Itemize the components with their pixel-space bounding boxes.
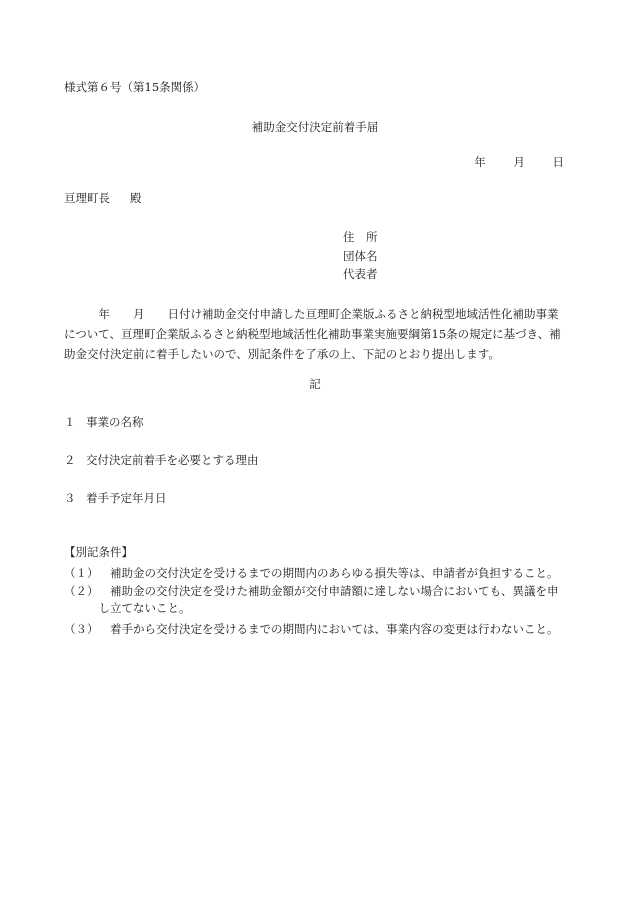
- condition-text: 補助金の交付決定を受けるまでの期間内のあらゆる損失等は、申請者が負担すること。: [98, 566, 559, 580]
- condition-item: [64, 583, 569, 617]
- date-line: [450, 157, 564, 169]
- applicant-group-label: 団体名: [343, 249, 378, 263]
- condition-number: （２）: [64, 584, 99, 598]
- list-item: [64, 455, 259, 467]
- condition-text: 着手から交付決定を受けるまでの期間内においては、事業内容の変更は行わないこと。: [98, 622, 559, 636]
- addressee: [64, 193, 142, 205]
- document-title: 補助金交付決定前着手届: [251, 120, 379, 134]
- body-line: について、亘理町企業版ふるさと納税型地域活性化補助事業実施要綱第15条の規定に基づき、補: [64, 327, 561, 341]
- list-item: [64, 493, 167, 505]
- date-year: 年: [474, 155, 486, 169]
- list-item: [64, 417, 144, 429]
- item-label: 事業の名称: [86, 415, 144, 429]
- condition-number: （３）: [64, 622, 99, 636]
- condition-item: [64, 565, 569, 582]
- applicant-representative-label: 代表者: [343, 267, 378, 281]
- conditions-heading: 【別記条件】: [64, 545, 133, 559]
- addressee-honorific: 殿: [130, 191, 142, 205]
- item-number: ３: [64, 491, 76, 505]
- condition-number: （１）: [64, 566, 99, 580]
- condition-item: [64, 621, 569, 638]
- form-number: 様式第６号（第15条関係）: [64, 80, 206, 94]
- body-paragraph: [64, 304, 569, 364]
- body-line: 年 月 日付け補助金交付申請した亘理町企業版ふるさと納税型地域活性化補助事業: [64, 307, 559, 321]
- date-day: 日: [552, 155, 564, 169]
- item-label: 交付決定前着手を必要とする理由: [86, 453, 259, 467]
- item-number: １: [64, 415, 76, 429]
- body-line: 助金交付決定前に着手したいので、別記条件を了承の上、下記のとおり提出します。: [64, 347, 500, 361]
- item-label: 着手予定年月日: [86, 491, 167, 505]
- ki-heading: 記: [309, 377, 321, 391]
- item-number: ２: [64, 453, 76, 467]
- addressee-name: 亘理町長: [64, 191, 110, 205]
- condition-text: 補助金の交付決定を受けた補助金額が交付申請額に達しない場合においても、異議を申し立てないこと。: [98, 584, 559, 615]
- applicant-address-label: 住 所: [343, 230, 378, 244]
- date-month: 月: [513, 155, 525, 169]
